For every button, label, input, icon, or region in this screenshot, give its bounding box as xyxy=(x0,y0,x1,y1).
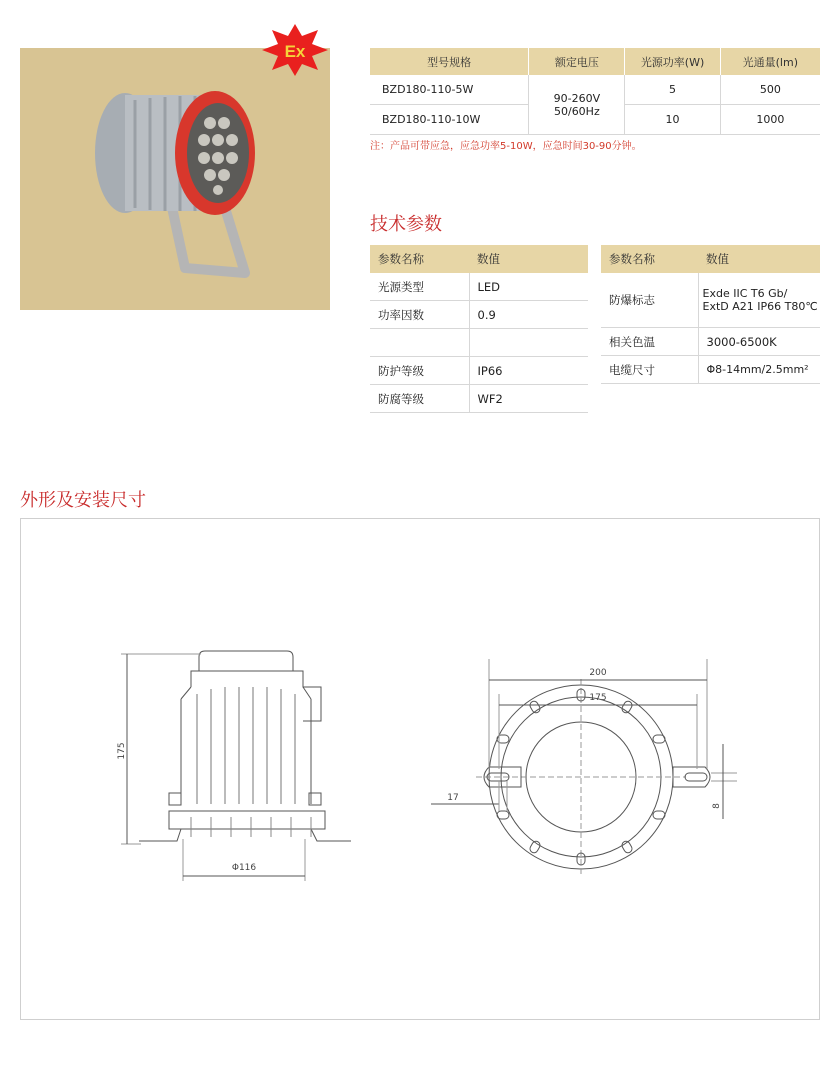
param-value: Φ8-14mm/2.5mm² xyxy=(698,356,820,384)
param-value: 0.9 xyxy=(469,301,588,329)
param-table-right xyxy=(601,245,820,384)
spec-note: 注：产品可带应急，应急功率5-10W，应急时间30-90分钟。 xyxy=(370,141,642,152)
param-value: LED xyxy=(469,273,588,301)
dim-height-label: 175 xyxy=(117,742,127,760)
dim-flange-width-label: 175 xyxy=(589,693,607,703)
spec-power: 5 xyxy=(625,75,720,105)
param-name: 防护等级 xyxy=(370,357,469,385)
table-row xyxy=(370,385,588,413)
param-header-name: 参数名称 xyxy=(370,245,469,273)
spec-header-power: 光源功率(W) xyxy=(625,48,720,75)
param-name xyxy=(370,329,469,357)
param-header-value: 数值 xyxy=(698,245,820,273)
spec-header-model: 型号规格 xyxy=(370,48,529,75)
explosion-mark-line2: ExtD A21 IP66 T80℃ xyxy=(702,300,818,313)
param-header-value: 数值 xyxy=(469,245,588,273)
dim-slot-width-label: 8 xyxy=(712,803,722,809)
param-name: 光源类型 xyxy=(370,273,469,301)
param-header-name: 参数名称 xyxy=(601,245,698,273)
product-photo xyxy=(20,48,330,310)
dim-overall-width-label: 200 xyxy=(589,668,607,678)
param-name: 防腐等级 xyxy=(370,385,469,413)
spec-power: 10 xyxy=(625,105,720,135)
param-name: 电缆尺寸 xyxy=(601,356,698,384)
param-value xyxy=(469,329,588,357)
lamp-top-cap xyxy=(199,651,293,671)
param-value xyxy=(698,273,820,328)
table-row xyxy=(601,273,820,328)
spec-flux: 500 xyxy=(720,75,820,105)
param-name: 功率因数 xyxy=(370,301,469,329)
table-row xyxy=(370,357,588,385)
spec-model: BZD180-110-10W xyxy=(370,105,529,135)
section-title-dimensions: 外形及安装尺寸 xyxy=(20,490,146,511)
spec-header-flux: 光通量(lm) xyxy=(720,48,820,75)
explosion-mark-line1: Exde IIC T6 Gb/ xyxy=(702,287,788,300)
dim-slot-offset-label: 17 xyxy=(447,793,459,803)
spec-model: BZD180-110-5W xyxy=(370,75,529,105)
table-row xyxy=(370,273,588,301)
table-row xyxy=(370,329,588,357)
table-row xyxy=(370,301,588,329)
spec-flux: 1000 xyxy=(720,105,820,135)
dimension-drawing xyxy=(20,518,820,1020)
ex-badge xyxy=(262,24,328,76)
spec-voltage xyxy=(529,75,625,135)
section-title-tech: 技术参数 xyxy=(370,214,442,235)
spec-header-voltage: 额定电压 xyxy=(529,48,625,75)
param-value: 3000-6500K xyxy=(698,328,820,356)
table-row xyxy=(601,328,820,356)
param-name: 防爆标志 xyxy=(601,273,698,328)
param-table-left xyxy=(370,245,588,413)
spec-voltage-line1: 90-260V xyxy=(553,91,601,105)
param-value: WF2 xyxy=(469,385,588,413)
dim-base-diameter-label: Φ116 xyxy=(231,863,257,873)
ex-badge-text: Ex xyxy=(284,42,306,61)
table-row xyxy=(601,356,820,384)
param-name: 相关色温 xyxy=(601,328,698,356)
spec-voltage-line2: 50/60Hz xyxy=(553,104,600,118)
spec-table xyxy=(370,48,820,135)
table-row xyxy=(370,75,820,105)
param-value: IP66 xyxy=(469,357,588,385)
